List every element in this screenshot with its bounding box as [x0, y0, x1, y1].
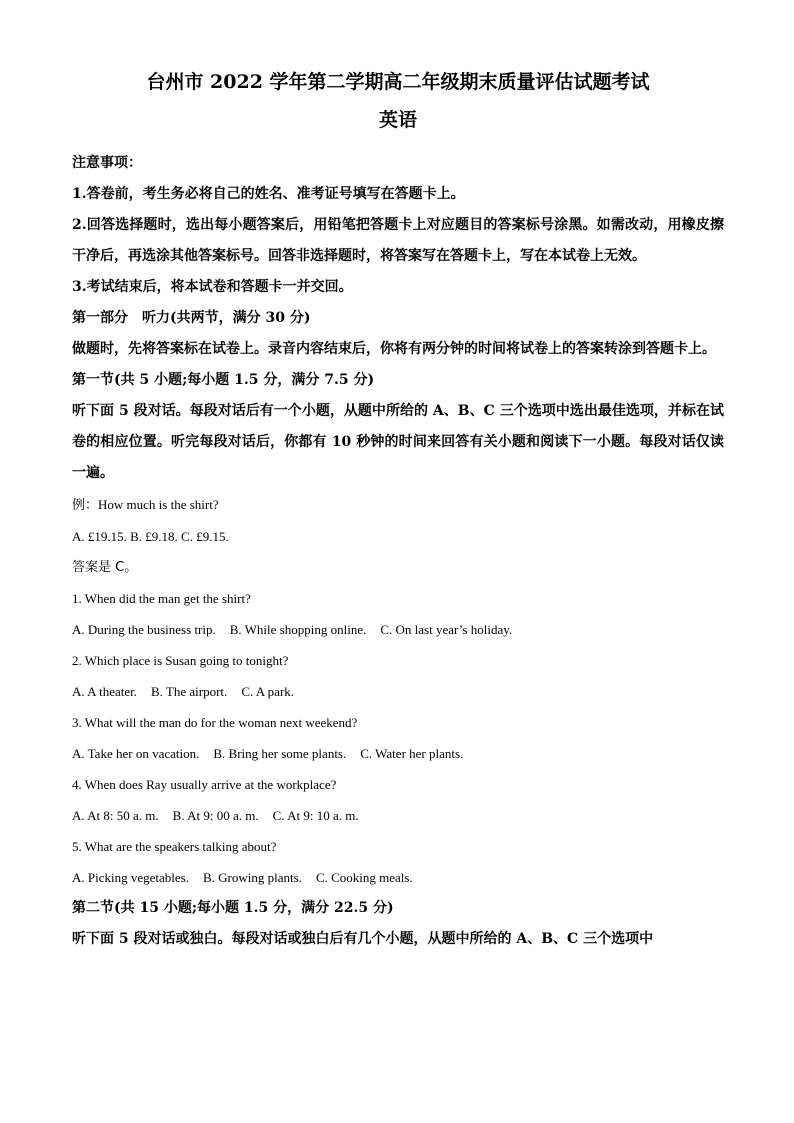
- option-c: C. On last year’s holiday.: [380, 622, 513, 637]
- note-item-2: 2.回答选择题时，选出每小题答案后，用铅笔把答题卡上对应题目的答案标号涂黑。如需改动，用橡皮擦干净后，再选涂其他答案标号。回答非选择题时，将答案写在答题卡上，写在本试卷上无效。: [72, 217, 724, 264]
- option-a: A. Take her on vacation.: [72, 746, 200, 761]
- section1-instruction: 听下面 5 段对话。每段对话后有一个小题，从题中所给的 A、B、C 三个选项中选出最佳选项，并标在试卷的相应位置。听完每段对话后，你都有 10 秒钟的时间来回答有关小题和阅读下一小题。每段对话仅读一遍。: [72, 403, 724, 481]
- exam-title: 台州市 2022 学年第二学期高二年级期末质量评估试题考试: [146, 71, 650, 93]
- option-c: C. At 9: 10 a. m.: [272, 808, 359, 823]
- option-b: B. At 9: 00 a. m.: [172, 808, 259, 823]
- option-c: C. Water her plants.: [360, 746, 464, 761]
- section2-heading: 第二节(共 15 小题;每小题 1.5 分，满分 22.5 分): [72, 900, 394, 916]
- option-c: C. Cooking meals.: [315, 870, 413, 885]
- question-2-options: [72, 676, 724, 707]
- note-item-3: 3.考试结束后，将本试卷和答题卡一并交回。: [72, 279, 353, 295]
- option-b: B. The airport.: [151, 684, 228, 699]
- question-1-options: [72, 614, 724, 645]
- notes-heading: 注意事项：: [72, 155, 142, 171]
- option-b: B. While shopping online.: [229, 622, 367, 637]
- exam-page: [72, 62, 724, 955]
- example-label: 例：: [72, 498, 99, 513]
- example-question: [72, 489, 724, 521]
- question-5-options: [72, 862, 724, 893]
- question-5: 5. What are the speakers talking about?: [72, 839, 277, 854]
- section1-heading: 第一节(共 5 小题;每小题 1.5 分，满分 7.5 分): [72, 372, 375, 388]
- example-answer: 答案是 C。: [72, 560, 138, 575]
- question-2: 2. Which place is Susan going to tonight?: [72, 653, 289, 668]
- exam-subject: 英语: [378, 109, 417, 131]
- part1-instruction: 做题时，先将答案标在试卷上。录音内容结束后，你将有两分钟的时间将试卷上的答案转涂到答题卡上。: [72, 341, 716, 357]
- example-options: A. £19.15. B. £9.18. C. £9.15.: [72, 529, 229, 544]
- question-3-options: [72, 738, 724, 769]
- question-4: 4. When does Ray usually arrive at the workplace?: [72, 777, 337, 792]
- option-c: C. A park.: [241, 684, 295, 699]
- part1-heading: 第一部分 听力(共两节，满分 30 分): [72, 310, 311, 326]
- section2-instruction: 听下面 5 段对话或独白。每段对话或独白后有几个小题，从题中所给的 A、B、C 三个选项中: [72, 931, 654, 947]
- question-3: 3. What will the man do for the woman next weekend?: [72, 715, 358, 730]
- option-b: B. Growing plants.: [202, 870, 302, 885]
- option-b: B. Bring her some plants.: [213, 746, 347, 761]
- option-a: A. At 8: 50 a. m.: [72, 808, 159, 823]
- note-item-1: 1.答卷前，考生务必将自己的姓名、准考证号填写在答题卡上。: [72, 186, 465, 202]
- question-1: 1. When did the man get the shirt?: [72, 591, 251, 606]
- option-a: A. A theater.: [72, 684, 137, 699]
- option-a: A. During the business trip.: [72, 622, 216, 637]
- option-a: A. Picking vegetables.: [72, 870, 189, 885]
- question-4-options: [72, 800, 724, 831]
- example-question-text: How much is the shirt?: [98, 497, 219, 512]
